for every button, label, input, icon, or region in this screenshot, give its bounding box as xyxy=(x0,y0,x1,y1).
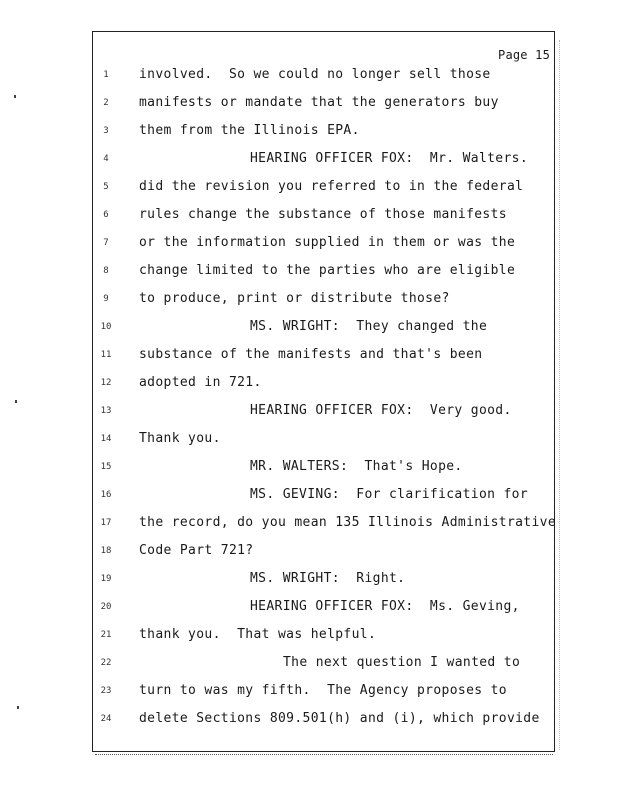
line-number: 1 xyxy=(103,70,109,80)
line-number: 13 xyxy=(100,406,112,416)
transcript-line xyxy=(93,569,556,589)
transcript-line xyxy=(93,65,556,85)
transcript-line xyxy=(93,121,556,141)
line-text: the record, do you mean 135 Illinois Administrative xyxy=(139,515,557,530)
line-text: HEARING OFFICER FOX: Very good. xyxy=(250,403,512,418)
line-number: 19 xyxy=(100,574,112,584)
scan-speck xyxy=(15,400,17,403)
line-text: or the information supplied in them or was the xyxy=(139,235,516,250)
line-number: 10 xyxy=(100,322,112,332)
transcript-page xyxy=(92,31,555,752)
line-text: rules change the substance of those manifests xyxy=(139,207,507,222)
transcript-line xyxy=(93,205,556,225)
line-text: MR. WALTERS: That's Hope. xyxy=(250,459,463,474)
line-text: delete Sections 809.501(h) and (i), which provide xyxy=(139,711,540,726)
line-text: did the revision you referred to in the federal xyxy=(139,179,524,194)
transcript-line xyxy=(93,457,556,477)
transcript-line xyxy=(93,541,556,561)
line-number: 9 xyxy=(103,294,109,304)
page-number: Page 15 xyxy=(498,48,550,62)
line-text: turn to was my fifth. The Agency proposes to xyxy=(139,683,507,698)
line-number: 5 xyxy=(103,182,109,192)
line-text: change limited to the parties who are eligible xyxy=(139,263,516,278)
transcript-line xyxy=(93,653,556,673)
line-number: 20 xyxy=(100,602,112,612)
transcript-line xyxy=(93,373,556,393)
line-text: involved. So we could no longer sell those xyxy=(139,67,491,82)
line-number: 14 xyxy=(100,434,112,444)
transcript-line xyxy=(93,709,556,729)
transcript-line xyxy=(93,401,556,421)
line-number: 2 xyxy=(103,98,109,108)
transcript-line xyxy=(93,317,556,337)
transcript-line xyxy=(93,681,556,701)
line-text: them from the Illinois EPA. xyxy=(139,123,360,138)
line-text: HEARING OFFICER FOX: Ms. Geving, xyxy=(250,599,520,614)
transcript-line xyxy=(93,93,556,113)
scan-speck xyxy=(17,706,19,709)
transcript-line xyxy=(93,261,556,281)
line-text: adopted in 721. xyxy=(139,375,262,390)
line-text: HEARING OFFICER FOX: Mr. Walters. xyxy=(250,151,529,166)
line-number: 15 xyxy=(100,462,112,472)
scan-edge-artifact xyxy=(559,40,560,750)
line-text: MS. GEVING: For clarification for xyxy=(250,487,529,502)
line-number: 12 xyxy=(100,378,112,388)
line-text: MS. WRIGHT: Right. xyxy=(250,571,406,586)
transcript-line xyxy=(93,485,556,505)
line-number: 18 xyxy=(100,546,112,556)
line-number: 24 xyxy=(100,714,112,724)
line-number: 6 xyxy=(103,210,109,220)
line-text: to produce, print or distribute those? xyxy=(139,291,450,306)
transcript-line xyxy=(93,177,556,197)
line-number: 23 xyxy=(100,686,112,696)
line-number: 17 xyxy=(100,518,112,528)
line-number: 7 xyxy=(103,238,109,248)
transcript-line xyxy=(93,429,556,449)
scan-footer-artifact xyxy=(95,754,553,755)
line-number: 11 xyxy=(100,350,112,360)
transcript-line xyxy=(93,289,556,309)
line-number: 16 xyxy=(100,490,112,500)
transcript-line xyxy=(93,345,556,365)
transcript-line xyxy=(93,625,556,645)
line-text: The next question I wanted to xyxy=(283,655,521,670)
transcript-line xyxy=(93,233,556,253)
line-text: MS. WRIGHT: They changed the xyxy=(250,319,488,334)
line-text: manifests or mandate that the generators buy xyxy=(139,95,499,110)
line-number: 4 xyxy=(103,154,109,164)
line-text: Code Part 721? xyxy=(139,543,254,558)
transcript-line xyxy=(93,597,556,617)
transcript-line xyxy=(93,149,556,169)
transcript-line xyxy=(93,513,556,533)
line-text: thank you. That was helpful. xyxy=(139,627,377,642)
line-number: 8 xyxy=(103,266,109,276)
line-number: 22 xyxy=(100,658,112,668)
scan-speck xyxy=(14,95,16,98)
line-text: substance of the manifests and that's been xyxy=(139,347,483,362)
line-number: 21 xyxy=(100,630,112,640)
line-number: 3 xyxy=(103,126,109,136)
line-text: Thank you. xyxy=(139,431,221,446)
